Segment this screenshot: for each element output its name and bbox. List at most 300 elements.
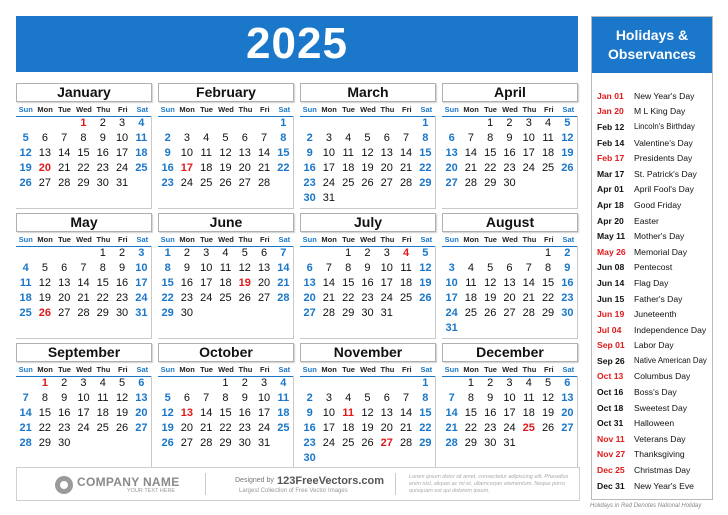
day-cell: 11 (342, 147, 354, 159)
company-tagline: YOUR TEXT HERE (127, 488, 176, 494)
day-grid (158, 246, 294, 339)
day-cell: 23 (484, 422, 497, 434)
weekday-label: Tue (200, 105, 213, 114)
day-cell: 11 (400, 262, 412, 274)
day-cell: 1 (41, 377, 48, 389)
weekday-label: Thu (380, 105, 395, 114)
holiday-date: Sep 26 (597, 355, 625, 366)
holiday-name: Labor Day (634, 340, 674, 351)
day-cell: 31 (322, 192, 336, 204)
day-cell: 4 (222, 247, 229, 259)
day-cell: 25 (219, 292, 232, 304)
day-cell: 5 (545, 377, 552, 389)
day-cell: 19 (361, 422, 374, 434)
empty-day-cell (319, 116, 338, 131)
holiday-note: Holidays in Red Denotes National Holiday (590, 503, 702, 509)
day-cell: 21 (445, 422, 458, 434)
holiday-name: Boss's Day (634, 387, 677, 398)
weekday-label: Sun (18, 235, 33, 244)
day-cell: 7 (467, 132, 474, 144)
day-cell: 8 (422, 392, 429, 404)
day-cell: 22 (484, 162, 497, 174)
holiday-date: Feb 17 (597, 153, 625, 164)
weekday-label: Thu (238, 235, 253, 244)
day-cell: 29 (219, 437, 232, 449)
day-cell: 17 (77, 407, 90, 419)
day-cell: 9 (183, 262, 190, 274)
day-cell: 7 (403, 392, 410, 404)
holiday-row (592, 244, 712, 260)
day-cell: 19 (161, 422, 174, 434)
day-cell: 2 (306, 132, 313, 144)
day-cell: 7 (448, 392, 455, 404)
day-cell: 27 (38, 177, 52, 189)
day-cell: 26 (541, 422, 555, 434)
day-cell: 7 (525, 262, 532, 274)
day-cell: 3 (383, 247, 390, 259)
empty-day-cell (300, 376, 319, 391)
day-cell: 11 (19, 277, 32, 289)
day-cell: 26 (115, 422, 129, 434)
day-cell: 11 (342, 407, 355, 419)
holiday-row (592, 306, 712, 322)
weekday-label: Mon (321, 235, 337, 244)
holiday-row (592, 431, 712, 447)
day-cell: 25 (342, 177, 355, 189)
day-cell: 12 (541, 392, 555, 404)
day-cell: 6 (138, 377, 145, 389)
day-cell: 4 (525, 377, 532, 389)
empty-day-cell (35, 246, 54, 261)
day-cell: 31 (115, 177, 129, 189)
holiday-date: Dec 25 (597, 465, 625, 476)
empty-day-cell (442, 376, 461, 391)
weekday-header (300, 105, 436, 114)
day-cell: 15 (161, 277, 174, 289)
day-cell: 11 (200, 147, 212, 159)
empty-day-cell (16, 246, 35, 261)
holiday-row (592, 291, 712, 307)
day-cell: 15 (342, 277, 355, 289)
day-cell: 9 (306, 147, 313, 159)
day-cell: 2 (364, 247, 371, 259)
day-cell: 6 (41, 132, 48, 144)
holiday-row (592, 166, 712, 182)
day-cell: 11 (277, 392, 290, 404)
weekday-label: Sun (18, 105, 33, 114)
day-cell: 22 (161, 292, 174, 304)
day-cell: 4 (203, 132, 210, 144)
day-cell: 14 (445, 407, 458, 419)
weekday-label: Sat (562, 365, 575, 374)
day-cell: 18 (219, 277, 232, 289)
month-may (16, 213, 152, 335)
day-cell: 12 (419, 262, 432, 274)
holiday-name: New Year's Day (634, 90, 695, 101)
weekday-header (158, 365, 294, 374)
weekday-label: Wed (76, 365, 92, 374)
holidays-title-line1: Holidays & (615, 27, 689, 43)
day-cell: 12 (115, 392, 129, 404)
day-cell: 21 (522, 292, 535, 304)
holiday-row (592, 88, 712, 104)
day-cell: 9 (364, 262, 371, 274)
day-cell: 24 (522, 162, 535, 174)
day-cell: 13 (257, 262, 271, 274)
holiday-name: Presidents Day (634, 153, 693, 164)
weekday-label: Fri (544, 105, 554, 114)
day-cell: 10 (115, 132, 129, 144)
holiday-date: Nov 11 (597, 433, 625, 444)
day-cell: 19 (19, 162, 32, 174)
day-cell: 17 (522, 147, 535, 159)
day-cell: 9 (61, 392, 68, 404)
holiday-date: Jun 19 (597, 309, 625, 320)
day-cell: 2 (61, 377, 68, 389)
day-cell: 8 (164, 262, 171, 274)
day-cell: 18 (342, 422, 355, 434)
day-cell: 16 (161, 162, 174, 174)
day-cell: 21 (277, 277, 290, 289)
empty-day-cell (339, 116, 358, 131)
day-cell: 8 (545, 262, 552, 274)
day-cell: 18 (19, 292, 32, 304)
empty-day-cell (481, 246, 500, 261)
day-cell: 26 (238, 292, 251, 304)
weekday-label: Fri (544, 365, 554, 374)
day-cell: 4 (345, 132, 352, 144)
holiday-date: Apr 20 (597, 215, 624, 226)
day-cell: 12 (219, 147, 232, 159)
day-cell: 13 (445, 147, 458, 159)
day-cell: 30 (115, 307, 129, 319)
day-cell: 27 (257, 292, 271, 304)
weekday-label: Mon (179, 105, 195, 114)
month-march (300, 83, 436, 205)
holiday-name: Mother's Day (634, 231, 685, 242)
empty-day-cell (158, 116, 177, 131)
holiday-name: Valentine's Day (634, 137, 693, 148)
empty-day-cell (519, 246, 538, 261)
day-grid (442, 246, 578, 339)
day-cell: 1 (487, 117, 494, 129)
day-cell: 2 (506, 117, 513, 129)
empty-day-cell (358, 376, 377, 391)
weekday-label: Thu (380, 235, 395, 244)
weekday-label: Wed (360, 365, 376, 374)
month-title: July (300, 213, 436, 232)
day-cell: 9 (564, 262, 571, 274)
weekday-label: Sat (136, 365, 149, 374)
day-cell: 6 (306, 262, 313, 274)
day-cell: 16 (238, 407, 251, 419)
day-cell: 26 (19, 177, 32, 189)
month-title: April (442, 83, 578, 102)
empty-day-cell (300, 246, 319, 261)
day-cell: 30 (484, 437, 497, 449)
day-cell: 28 (522, 307, 535, 319)
empty-day-cell (197, 376, 216, 391)
day-cell: 1 (280, 117, 287, 129)
holiday-name: Christmas Day (634, 465, 691, 476)
day-cell: 13 (380, 147, 393, 159)
day-cell: 10 (522, 132, 535, 144)
day-cell: 31 (257, 437, 271, 449)
day-cell: 24 (322, 177, 336, 189)
day-cell: 16 (503, 147, 516, 159)
day-cell: 7 (80, 262, 87, 274)
weekday-label: Tue (58, 235, 71, 244)
day-cell: 16 (58, 407, 71, 419)
day-cell: 13 (180, 407, 194, 419)
empty-day-cell (16, 116, 35, 131)
day-cell: 16 (484, 407, 497, 419)
day-cell: 5 (564, 117, 571, 129)
empty-day-cell (74, 246, 93, 261)
holidays-title-line2: Observances (608, 46, 696, 62)
day-cell: 24 (322, 437, 336, 449)
day-cell: 14 (19, 407, 32, 419)
weekday-label: Sat (420, 105, 433, 114)
day-cell: 12 (361, 407, 374, 419)
day-cell: 26 (38, 307, 52, 319)
day-cell: 29 (38, 437, 52, 449)
day-cell: 3 (325, 132, 332, 144)
day-cell: 13 (238, 147, 251, 159)
weekday-label: Mon (463, 365, 479, 374)
day-cell: 3 (138, 247, 145, 259)
day-cell: 21 (399, 162, 413, 174)
day-cell: 14 (77, 277, 90, 289)
weekday-header (16, 235, 152, 244)
day-cell: 22 (419, 422, 432, 434)
day-cell: 5 (22, 132, 29, 144)
weekday-label: Thu (522, 235, 537, 244)
day-cell: 17 (257, 407, 271, 419)
day-cell: 20 (180, 422, 194, 434)
day-cell: 7 (403, 132, 410, 144)
day-cell: 1 (467, 377, 474, 389)
day-cell: 30 (503, 177, 516, 189)
holiday-row (592, 384, 712, 400)
weekday-label: Tue (58, 105, 71, 114)
month-august (442, 213, 578, 335)
day-cell: 4 (280, 377, 287, 389)
day-cell: 20 (303, 292, 316, 304)
holiday-date: Jun 14 (597, 277, 625, 288)
month-title: March (300, 83, 436, 102)
weekday-label: Fri (402, 105, 412, 114)
weekday-label: Sat (136, 235, 149, 244)
day-cell: 8 (41, 392, 48, 404)
day-cell: 23 (161, 177, 174, 189)
empty-day-cell (339, 376, 358, 391)
day-cell: 31 (380, 307, 393, 319)
day-cell: 17 (445, 292, 458, 304)
holiday-name: Lincoln's Birthday (634, 122, 695, 132)
day-cell: 2 (564, 247, 571, 259)
day-cell: 29 (484, 177, 497, 189)
holiday-date: Oct 18 (597, 402, 624, 413)
day-grid (300, 116, 436, 209)
day-cell: 5 (164, 392, 171, 404)
day-cell: 23 (561, 292, 574, 304)
day-cell: 29 (464, 437, 478, 449)
day-cell: 27 (238, 177, 251, 189)
day-cell: 27 (180, 437, 194, 449)
day-cell: 5 (222, 132, 229, 144)
day-cell: 30 (58, 437, 71, 449)
day-cell: 30 (303, 452, 316, 464)
day-grid (442, 376, 578, 469)
day-cell: 9 (119, 262, 126, 274)
day-cell: 21 (257, 162, 271, 174)
weekday-label: Mon (463, 105, 479, 114)
day-cell: 11 (135, 132, 148, 144)
day-cell: 20 (380, 162, 393, 174)
day-cell: 23 (361, 292, 374, 304)
day-cell: 12 (161, 407, 174, 419)
weekday-label: Fri (118, 105, 128, 114)
designer-site[interactable]: 123FreeVectors.com (277, 475, 385, 487)
empty-day-cell (396, 376, 415, 391)
day-cell: 4 (345, 392, 352, 404)
weekday-label: Thu (238, 365, 253, 374)
day-cell: 26 (161, 437, 174, 449)
holidays-panel-header (592, 17, 712, 73)
holiday-name: April Fool's Day (634, 184, 694, 195)
day-cell: 13 (135, 392, 148, 404)
day-cell: 8 (222, 392, 229, 404)
day-cell: 7 (261, 132, 268, 144)
month-january (16, 83, 152, 205)
month-april (442, 83, 578, 205)
day-cell: 4 (545, 117, 552, 129)
day-cell: 15 (419, 407, 432, 419)
day-cell: 27 (380, 437, 393, 449)
day-cell: 5 (241, 247, 248, 259)
day-cell: 22 (38, 422, 52, 434)
day-cell: 6 (241, 132, 248, 144)
day-cell: 18 (342, 162, 355, 174)
weekday-label: Wed (502, 235, 518, 244)
empty-day-cell (396, 116, 415, 131)
day-cell: 12 (19, 147, 32, 159)
holiday-row (592, 213, 712, 229)
holiday-date: Mar 17 (597, 168, 625, 179)
holiday-name: Native American Day (634, 356, 707, 366)
day-cell: 23 (503, 162, 516, 174)
day-cell: 26 (361, 437, 374, 449)
day-cell: 28 (277, 292, 290, 304)
weekday-label: Sun (302, 365, 317, 374)
holiday-name: Flag Day (634, 277, 669, 288)
holiday-name: Independence Day (634, 324, 707, 335)
holiday-name: Good Friday (634, 199, 682, 210)
day-cell: 27 (445, 177, 458, 189)
day-cell: 13 (503, 277, 516, 289)
holiday-row (592, 447, 712, 463)
day-cell: 24 (380, 292, 393, 304)
day-cell: 25 (96, 422, 109, 434)
day-cell: 18 (96, 407, 109, 419)
day-cell: 4 (99, 377, 106, 389)
day-cell: 21 (464, 162, 478, 174)
weekday-label: Sun (444, 235, 459, 244)
day-cell: 13 (38, 147, 52, 159)
day-cell: 19 (561, 147, 574, 159)
month-september (16, 343, 152, 465)
day-cell: 9 (487, 392, 494, 404)
day-cell: 3 (80, 377, 87, 389)
day-cell: 19 (541, 407, 555, 419)
weekday-label: Sun (302, 105, 317, 114)
day-cell: 3 (325, 392, 332, 404)
day-cell: 1 (545, 247, 552, 259)
day-cell: 23 (58, 422, 71, 434)
day-cell: 25 (277, 422, 290, 434)
holiday-date: Apr 18 (597, 199, 624, 210)
weekday-header (158, 105, 294, 114)
day-cell: 14 (322, 277, 336, 289)
day-cell: 14 (399, 147, 413, 159)
day-cell: 28 (322, 307, 336, 319)
holiday-row (592, 275, 712, 291)
day-cell: 14 (399, 407, 413, 419)
day-cell: 1 (422, 117, 429, 129)
day-cell: 15 (277, 147, 290, 159)
weekday-header (158, 235, 294, 244)
day-cell: 15 (219, 407, 232, 419)
day-cell: 8 (487, 132, 494, 144)
day-cell: 23 (115, 292, 129, 304)
day-cell: 20 (58, 292, 71, 304)
weekday-header (442, 365, 578, 374)
empty-day-cell (177, 376, 196, 391)
day-cell: 28 (257, 177, 271, 189)
day-cell: 17 (322, 162, 336, 174)
day-cell: 7 (203, 392, 210, 404)
day-cell: 29 (541, 307, 555, 319)
weekday-label: Thu (522, 365, 537, 374)
empty-day-cell (442, 116, 461, 131)
day-cell: 16 (180, 277, 194, 289)
day-cell: 13 (303, 277, 316, 289)
day-cell: 14 (58, 147, 71, 159)
month-title: October (158, 343, 294, 362)
day-cell: 20 (561, 407, 574, 419)
day-cell: 10 (180, 147, 194, 159)
day-cell: 25 (522, 422, 535, 434)
day-cell: 5 (422, 247, 429, 259)
empty-day-cell (216, 116, 235, 131)
day-cell: 28 (19, 437, 32, 449)
day-cell: 1 (164, 247, 171, 259)
day-cell: 6 (183, 392, 190, 404)
day-cell: 12 (561, 132, 574, 144)
holiday-row (592, 182, 712, 198)
day-cell: 20 (238, 162, 251, 174)
holiday-name: Pentecost (634, 262, 673, 273)
day-cell: 12 (484, 277, 497, 289)
empty-day-cell (254, 116, 273, 131)
empty-day-cell (442, 246, 461, 261)
day-cell: 18 (464, 292, 478, 304)
weekday-label: Sat (278, 105, 291, 114)
day-cell: 29 (419, 437, 432, 449)
day-cell: 13 (58, 277, 71, 289)
day-cell: 19 (361, 162, 374, 174)
